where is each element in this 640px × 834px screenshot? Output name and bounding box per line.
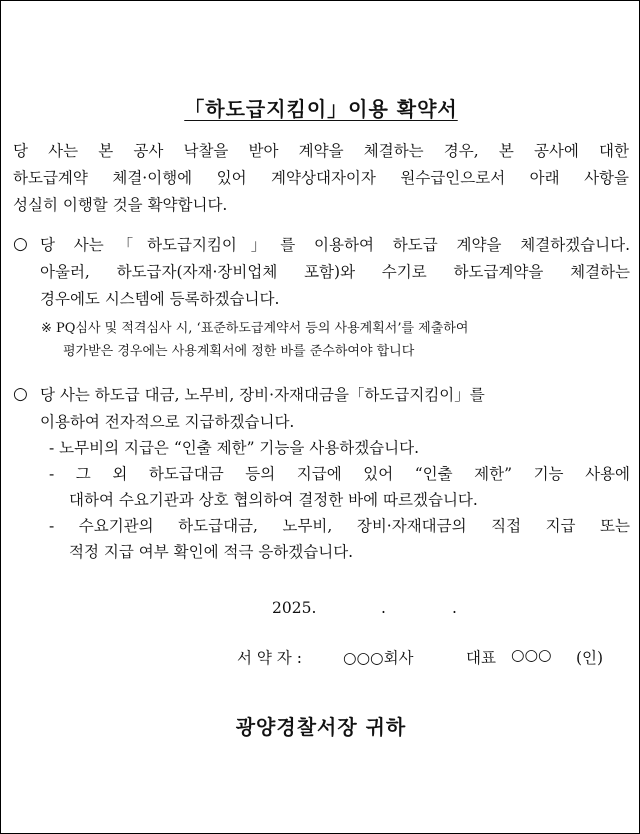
item2-sub-1: - 노무비의 지급은 “인출 제한” 기능을 사용하겠습니다.: [49, 439, 420, 457]
item1-line-3: 경우에도 시스템에 등록하겠습니다.: [40, 290, 280, 308]
item1-line-2: 아울러, 하도급자(자재·장비업체 포함)와 수기로 하도급계약을 체결하는: [40, 263, 630, 281]
item1-note-line-1: ※ PQ심사 및 적격심사 시, ‘표준하도급계약서 등의 사용계획서’를 제출하여: [41, 321, 469, 336]
item2-sub-2-line-1: - 그 외 하도급대금 등의 지급에 있어 “인출 제한” 기능 사용에: [49, 465, 630, 483]
intro-line-1: 당 사는 본 공사 낙찰을 받아 계약을 체결하는 경우, 본 공사에 대한: [13, 142, 629, 160]
item2-line-2: 이용하여 전자적으로 지급하겠습니다.: [40, 413, 295, 431]
item1-line-1: 당 사는「하도급지킴이」를 이용하여 하도급 계약을 체결하겠습니다.: [40, 236, 630, 254]
item2-sub-2-line-2: 대하여 수요기관과 상호 협의하여 결정한 바에 따르겠습니다.: [69, 491, 478, 509]
date-day-dot: .: [452, 599, 457, 617]
date-month-dot: .: [381, 599, 386, 617]
seal-mark: (인): [576, 649, 604, 667]
item1-note-line-2: 평가받은 경우에는 사용계획서에 정한 바를 준수하여야 합니다: [63, 344, 415, 359]
document-title: 「하도급지킴이」이용 확약서: [184, 97, 458, 121]
bullet-circle-2: ○: [13, 384, 28, 404]
signer-company: ○○○회사: [343, 649, 414, 667]
item2-sub-3-line-1: - 수요기관의 하도급대금, 노무비, 장비·자재대금의 직접 지급 또는: [49, 517, 630, 535]
item2-line-1: 당 사는 하도급 대금, 노무비, 장비·자재대금을「하도급지킴이」를: [40, 386, 485, 404]
signer-label: 서 약 자 :: [237, 649, 302, 667]
representative-name: ○○○: [511, 646, 552, 664]
bullet-circle-1: ○: [13, 234, 28, 254]
item2-sub-3-line-2: 적정 지급 여부 확인에 적극 응하겠습니다.: [69, 543, 354, 561]
intro-line-3: 성실히 이행할 것을 확약합니다.: [13, 196, 228, 214]
representative-label: 대표: [466, 649, 496, 667]
recipient: 광양경찰서장 귀하: [235, 715, 407, 739]
intro-line-2: 하도급계약 체결·이행에 있어 계약상대자이자 원수급인으로서 아래 사항을: [13, 169, 629, 187]
intro-paragraph: [13, 138, 629, 219]
date-year: 2025.: [272, 599, 317, 617]
